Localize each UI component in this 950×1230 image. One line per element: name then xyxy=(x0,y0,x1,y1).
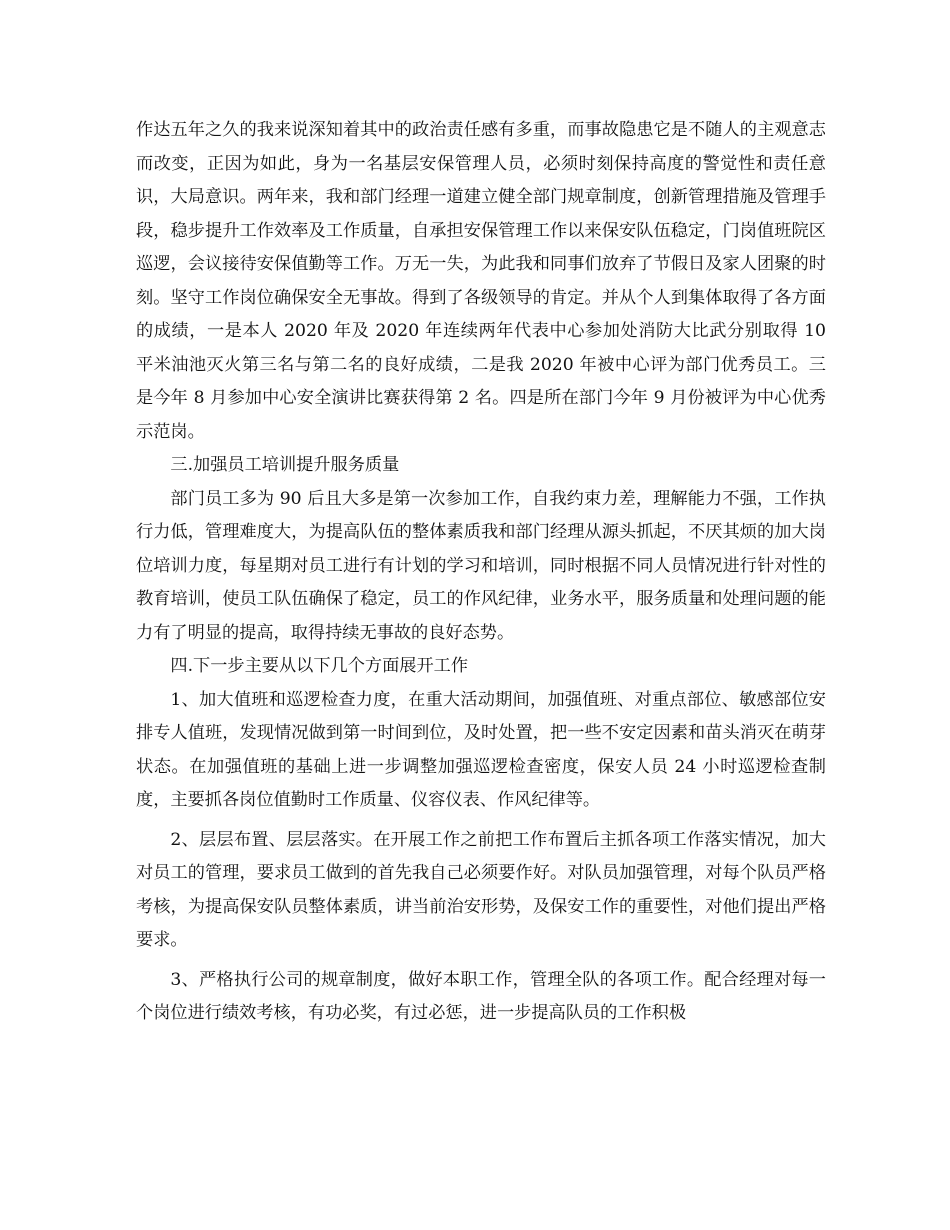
paragraph-item-1: 1、加大值班和巡逻检查力度，在重大活动期间，加强值班、对重点部位、敏感部位安排专人值班，发现情况做到第一时间到位，及时处置，把一些不安定因素和苗头消灭在萌芽状态。在加强值班的基础上进一步调整加强巡逻检查密度，保安人员 24 小时巡逻检查制度，主要抓各岗位值勤时工作质量、仪容仪表、作风纪律等。 xyxy=(136,689,826,810)
paragraph-item-3: 3、严格执行公司的规章制度，做好本职工作，管理全队的各项工作。配合经理对每一个岗位进行绩效考核，有功必奖，有过必惩，进一步提高队员的工作积极 xyxy=(136,969,826,1023)
paragraph-item-2: 2、层层布置、层层落实。在开展工作之前把工作布置后主抓各项工作落实情况，加大对员工的管理，要求员工做到的首先我自己必须要作好。对队员加强管理，对每个队员严格考核，为提高保安队员整体素质，讲当前治安形势，及保安工作的重要性，对他们提出严格要求。 xyxy=(136,829,826,950)
section-heading-next-steps: 四.下一步主要从以下几个方面展开工作 xyxy=(170,656,469,676)
document-body xyxy=(136,114,826,1031)
section-heading-training: 三.加强员工培训提升服务质量 xyxy=(170,455,400,475)
paragraph-achievements: 作达五年之久的我来说深知着其中的政治责任感有多重，而事故隐患它是不随人的主观意志而改变，正因为如此，身为一名基层安保管理人员，必须时刻保持高度的警觉性和责任意识，大局意识。两年来，我和部门经理一道建立健全部门规章制度，创新管理措施及管理手段，稳步提升工作效率及工作质量，自承担安保管理工作以来保安队伍稳定，门岗值班院区巡逻，会议接待安保值勤等工作。万无一失，为此我和同事们放弃了节假日及家人团聚的时刻。坚守工作岗位确保安全无事故。得到了各级领导的肯定。并从个人到集体取得了各方面的成绩，一是本人 2020 年及 2020 年连续两年代表中心参加处消防大比武分别取得 10 平米油池灭火第三名与第二名的良好成绩，二是我 2020 年被中心评为部门优秀员工。三是今年 8 月参加中心安全演讲比赛获得第 2 名。四是所在部门今年 9 月份被评为中心优秀示范岗。 xyxy=(136,120,826,442)
paragraph-training: 部门员工多为 90 后且大多是第一次参加工作，自我约束力差，理解能力不强，工作执行力低，管理难度大，为提高队伍的整体素质我和部门经理从源头抓起，不厌其烦的加大岗位培训力度，每星期对员工进行有计划的学习和培训，同时根据不同人员情况进行针对性的教育培训，使员工队伍确保了稳定，员工的作风纪律，业务水平，服务质量和处理问题的能力有了明显的提高，取得持续无事故的良好态势。 xyxy=(136,488,826,643)
